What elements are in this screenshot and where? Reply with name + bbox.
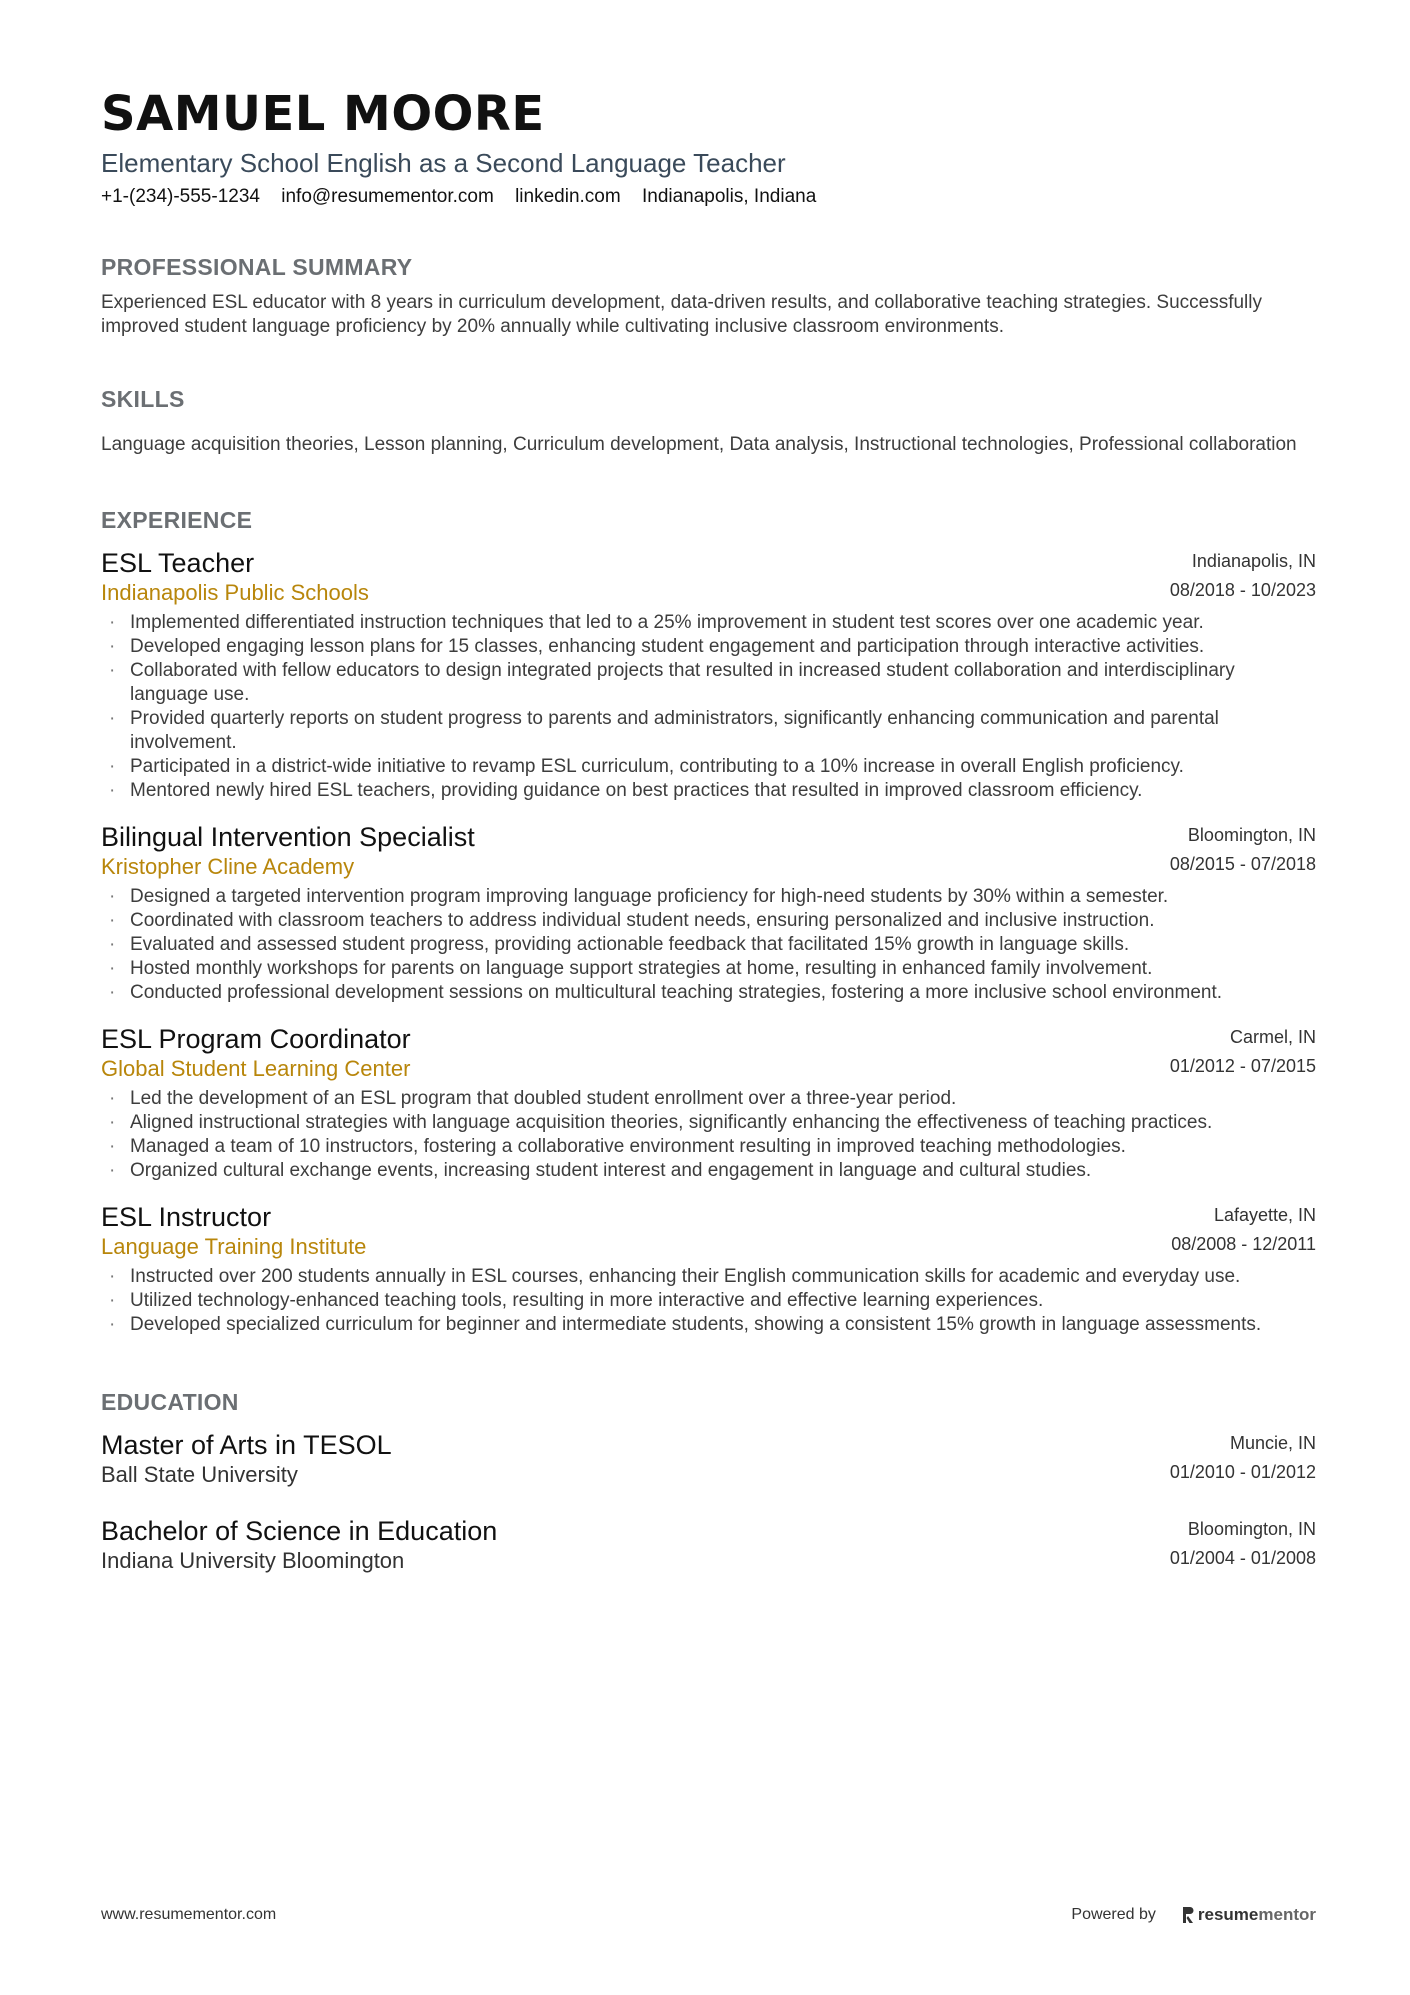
job-dates: 01/2012 - 07/2015 xyxy=(1169,1056,1316,1076)
job-bullets xyxy=(101,1087,1316,1183)
education-degree: Master of Arts in TESOL xyxy=(101,1430,392,1460)
job-organization: Language Training Institute xyxy=(101,1234,367,1259)
job-entry xyxy=(101,1023,1316,1183)
education-entry xyxy=(101,1515,1316,1575)
job-dates: 08/2008 - 12/2011 xyxy=(1171,1234,1316,1254)
brand-name-bold: resume xyxy=(1197,1905,1259,1924)
job-bullet: · Evaluated and assessed student progress, providing actionable feedback that facilitated 15% growth in language skills. xyxy=(101,933,1316,957)
job-bullets xyxy=(101,885,1316,1005)
education-degree: Bachelor of Science in Education xyxy=(101,1516,498,1546)
job-location: Indianapolis, IN xyxy=(1191,551,1316,571)
education-location: Muncie, IN xyxy=(1229,1433,1316,1453)
job-role: ESL Instructor xyxy=(101,1202,272,1232)
job-bullet: · Participated in a district-wide initiative to revamp ESL curriculum, contributing to a 10% increase in overall English proficiency. xyxy=(101,755,1316,779)
job-bullet: · Designed a targeted intervention program improving language proficiency for high-need students by 30% within a semester. xyxy=(101,885,1316,909)
education-dates: 01/2004 - 01/2008 xyxy=(1169,1548,1316,1568)
contact-location: Indianapolis, Indiana xyxy=(641,186,817,207)
education-section xyxy=(101,1387,1316,1575)
job-bullets xyxy=(101,611,1316,803)
job-organization: Indianapolis Public Schools xyxy=(101,580,369,605)
summary-section xyxy=(101,252,1316,339)
summary-heading: PROFESSIONAL SUMMARY xyxy=(101,254,413,280)
summary-text: Experienced ESL educator with 8 years in curriculum development, data-driven results, and collaborative teaching strategies. Successfully improved student language proficiency by 20% annually while cultivating inclusive classroom environments. xyxy=(101,292,1263,337)
page-footer xyxy=(101,1905,1316,1925)
resumementor-logo-icon xyxy=(1182,1906,1194,1924)
job-bullet: · Hosted monthly workshops for parents on language support strategies at home, resulting in enhanced family involvement. xyxy=(101,957,1316,981)
skills-heading: SKILLS xyxy=(101,386,185,412)
education-heading: EDUCATION xyxy=(101,1389,239,1415)
powered-by-label: Powered by xyxy=(1071,1906,1156,1923)
job-bullet: · Mentored newly hired ESL teachers, providing guidance on best practices that resulted in improved classroom efficiency. xyxy=(101,779,1316,803)
job-bullet: · Organized cultural exchange events, increasing student interest and engagement in language and cultural studies. xyxy=(101,1159,1316,1183)
job-bullet: · Coordinated with classroom teachers to address individual student needs, ensuring personalized and inclusive instruction. xyxy=(101,909,1316,933)
education-school: Ball State University xyxy=(101,1462,298,1487)
job-bullet: · Managed a team of 10 instructors, fostering a collaborative environment resulting in improved teaching methodologies. xyxy=(101,1135,1316,1159)
education-location: Bloomington, IN xyxy=(1187,1519,1316,1539)
skills-section xyxy=(101,384,1316,457)
job-bullet: · Provided quarterly reports on student progress to parents and administrators, significantly enhancing communication and parental involvement. xyxy=(101,707,1316,755)
job-role: ESL Program Coordinator xyxy=(101,1024,411,1054)
candidate-title: Elementary School English as a Second Language Teacher xyxy=(101,148,786,178)
contact-line xyxy=(101,184,1316,210)
job-entry xyxy=(101,547,1316,803)
education-entry xyxy=(101,1429,1316,1489)
education-school: Indiana University Bloomington xyxy=(101,1548,405,1573)
job-role: Bilingual Intervention Specialist xyxy=(101,822,475,852)
contact-phone[interactable]: +1-(234)-555-1234 xyxy=(101,186,260,207)
job-location: Bloomington, IN xyxy=(1187,825,1316,845)
job-dates: 08/2015 - 07/2018 xyxy=(1169,854,1316,874)
job-bullet: · Developed specialized curriculum for beginner and intermediate students, showing a consistent 15% growth in language assessments. xyxy=(101,1313,1316,1337)
job-bullet: · Developed engaging lesson plans for 15 classes, enhancing student engagement and participation through interactive activities. xyxy=(101,635,1316,659)
footer-website-link[interactable]: www.resumementor.com xyxy=(101,1906,277,1923)
job-bullet: · Utilized technology-enhanced teaching tools, resulting in more interactive and effective learning experiences. xyxy=(101,1289,1316,1313)
job-bullet: · Led the development of an ESL program that doubled student enrollment over a three-year period. xyxy=(101,1087,1316,1111)
job-organization: Kristopher Cline Academy xyxy=(101,854,355,879)
brand-name-light: mentor xyxy=(1258,1905,1316,1924)
job-bullet: · Instructed over 200 students annually in ESL courses, enhancing their English communication skills for academic and everyday use. xyxy=(101,1265,1316,1289)
powered-by xyxy=(1071,1905,1316,1925)
contact-email[interactable]: info@resumementor.com xyxy=(281,186,494,207)
job-dates: 08/2018 - 10/2023 xyxy=(1169,580,1316,600)
experience-section xyxy=(101,505,1316,1337)
job-bullets xyxy=(101,1265,1316,1337)
job-bullet: · Collaborated with fellow educators to design integrated projects that resulted in increased student collaboration and interdisciplinary language use. xyxy=(101,659,1316,707)
resume-page xyxy=(101,84,1316,1575)
skills-text: Language acquisition theories, Lesson planning, Curriculum development, Data analysis, Instructional technologies, Professional collaboration xyxy=(101,434,1297,455)
brand-logo[interactable] xyxy=(1182,1905,1316,1925)
job-organization: Global Student Learning Center xyxy=(101,1056,411,1081)
job-entry xyxy=(101,1201,1316,1337)
job-bullet: · Conducted professional development sessions on multicultural teaching strategies, fostering a more inclusive school environment. xyxy=(101,981,1316,1005)
contact-linkedin[interactable]: linkedin.com xyxy=(515,186,621,207)
job-location: Lafayette, IN xyxy=(1213,1205,1316,1225)
job-role: ESL Teacher xyxy=(101,548,255,578)
candidate-name: SAMUEL MOORE xyxy=(101,86,545,142)
job-location: Carmel, IN xyxy=(1229,1027,1316,1047)
job-bullet: · Implemented differentiated instruction techniques that led to a 25% improvement in student test scores over one academic year. xyxy=(101,611,1316,635)
job-entry xyxy=(101,821,1316,1005)
education-dates: 01/2010 - 01/2012 xyxy=(1169,1462,1316,1482)
experience-heading: EXPERIENCE xyxy=(101,507,253,533)
job-bullet: · Aligned instructional strategies with language acquisition theories, significantly enhancing the effectiveness of teaching practices. xyxy=(101,1111,1316,1135)
